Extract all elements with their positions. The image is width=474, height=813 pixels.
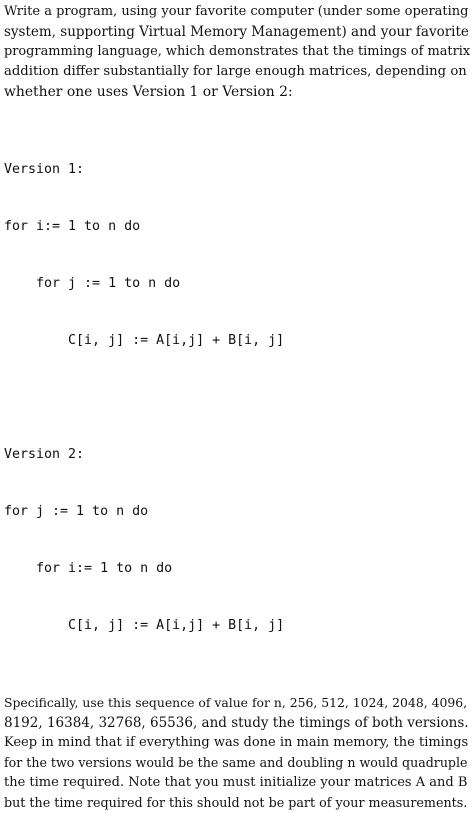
code-line: for i:= 1 to n do bbox=[4, 219, 141, 234]
intro-line: Write a program, using your favorite computer (under some operating bbox=[4, 4, 469, 19]
problem-statement bbox=[4, 2, 470, 813]
closing-line: Keep in mind that if everything was done in main memory, the timings bbox=[4, 735, 469, 750]
closing-paragraph bbox=[4, 693, 470, 813]
intro-line: programming language, which demonstrates that the timings of matrix bbox=[4, 44, 471, 59]
code-line: C[i, j] := A[i,j] + B[i, j] bbox=[4, 618, 285, 633]
version-1-heading: Version 1: bbox=[4, 162, 85, 177]
intro-paragraph bbox=[4, 2, 470, 102]
spacer bbox=[4, 388, 470, 407]
closing-line: but the time required for this should not be part of your measurements. bbox=[4, 795, 468, 810]
spacer bbox=[4, 102, 470, 122]
closing-line: the time required. Note that you must initialize your matrices A and B bbox=[4, 775, 468, 790]
code-line: C[i, j] := A[i,j] + B[i, j] bbox=[4, 333, 285, 348]
closing-line: Specifically, use this sequence of value for n, 256, 512, 1024, 2048, 4096, bbox=[4, 695, 468, 710]
intro-line: whether one uses Version 1 or Version 2: bbox=[4, 84, 293, 100]
intro-line: system, supporting Virtual Memory Management) and your favorite bbox=[4, 24, 469, 40]
spacer bbox=[4, 673, 470, 693]
version-2-heading: Version 2: bbox=[4, 447, 85, 462]
version-2-code bbox=[4, 407, 470, 673]
closing-line: 8192, 16384, 32768, 65536, and study the timings of both versions. bbox=[4, 715, 469, 731]
code-line: for i:= 1 to n do bbox=[4, 561, 173, 576]
intro-line: addition differ substantially for large enough matrices, depending on bbox=[4, 64, 467, 79]
version-1-code bbox=[4, 122, 470, 388]
closing-line: for the two versions would be the same and doubling n would quadruple bbox=[4, 755, 468, 770]
code-line: for j := 1 to n do bbox=[4, 504, 149, 519]
code-line: for j := 1 to n do bbox=[4, 276, 181, 291]
